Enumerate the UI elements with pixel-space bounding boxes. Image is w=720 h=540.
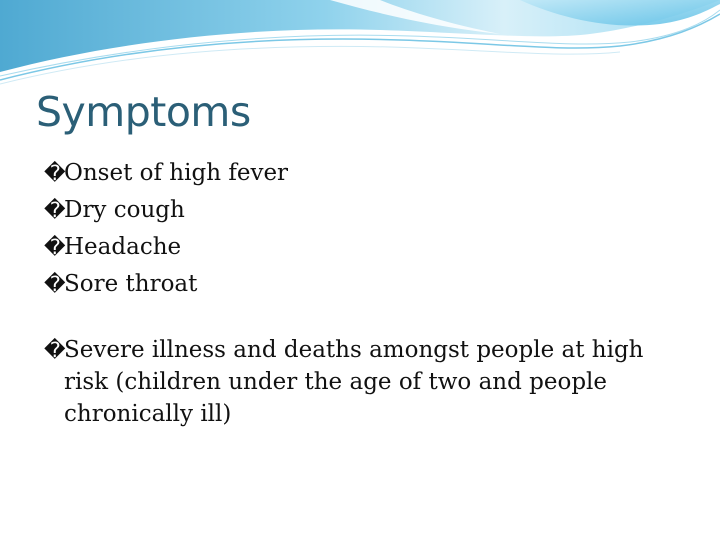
bullet-glyph-icon: � (44, 272, 66, 296)
bullet-item (44, 229, 694, 266)
slide-title: Symptoms (36, 88, 251, 136)
bullet-glyph-icon: � (44, 338, 66, 362)
bullet-glyph-icon: � (44, 235, 66, 259)
bullet-glyph-icon: � (44, 161, 66, 185)
bullet-text: Dry cough (64, 197, 185, 223)
bullet-text: Onset of high fever (64, 160, 289, 186)
bullet-item (44, 155, 694, 192)
bullet-item (44, 266, 694, 303)
bullet-text: Headache (64, 234, 182, 260)
bullet-item (44, 192, 694, 229)
bullet-text: Severe illness and deaths amongst people at high risk (children under the age of two and people chronically ill) (64, 337, 644, 427)
bullet-item (44, 334, 694, 430)
bullet-list (44, 155, 694, 430)
bullet-text: Sore throat (64, 271, 198, 297)
bullet-glyph-icon: � (44, 198, 66, 222)
